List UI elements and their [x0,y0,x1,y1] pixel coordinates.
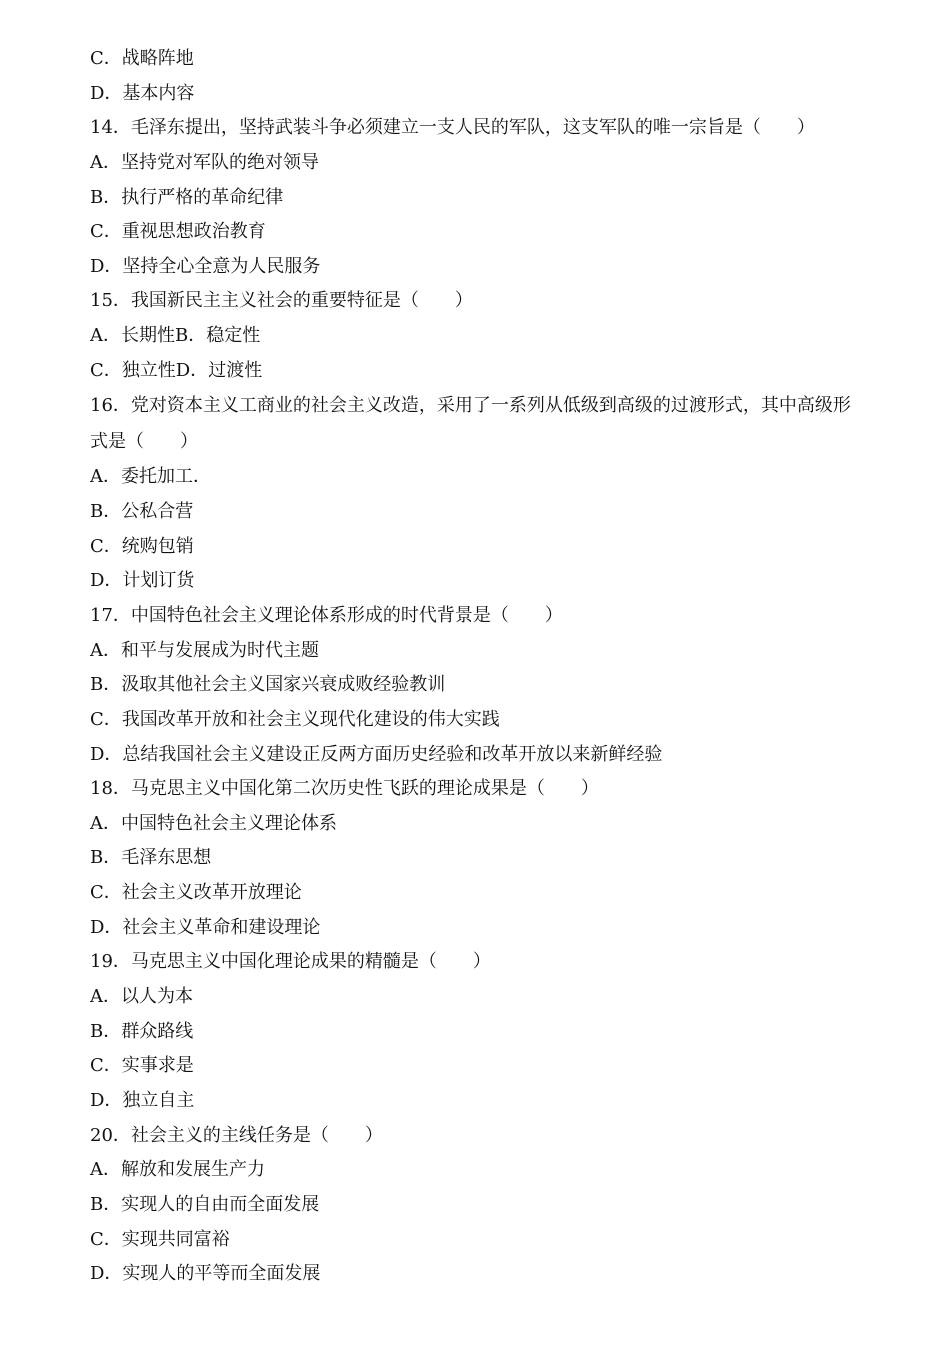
q13-option-d: D．基本内容 [90,82,195,104]
q14-option-d: D．坚持全心全意为人民服务 [90,255,321,277]
q17-stem: 17．中国特色社会主义理论体系形成的时代背景是（ ） [90,604,563,626]
q16-option-a: A．委托加工． [90,466,211,488]
q17-option-a: A．和平与发展成为时代主题 [90,639,319,661]
q18-option-c: C．社会主义改革开放理论 [90,882,302,904]
q18-stem: 18．马克思主义中国化第二次历史性飞跃的理论成果是（ ） [90,778,599,800]
q19-option-c: C．实事求是 [90,1055,194,1077]
q19-stem: 19．马克思主义中国化理论成果的精髓是（ ） [90,951,491,973]
q16-stem-line1: 16．党对资本主义工商业的社会主义改造，采用了一系列从低级到高级的过渡形式，其中高级形 [90,395,851,417]
q20-option-d: D．实现人的平等而全面发展 [90,1263,321,1285]
q16-option-c: C．统购包销 [90,535,194,557]
q18-option-b: B．毛泽东思想 [90,847,212,869]
q17-option-b: B．汲取其他社会主义国家兴衰成败经验教训 [90,674,446,696]
q17-option-c: C．我国改革开放和社会主义现代化建设的伟大实践 [90,708,500,730]
q16-option-b: B．公私合营 [90,501,194,523]
q15-options-ab: A．长期性B．稳定性 [90,325,261,347]
q17-option-d: D．总结我国社会主义建设正反两方面历史经验和改革开放以来新鲜经验 [90,743,663,765]
q18-option-a: A．中国特色社会主义理论体系 [90,812,337,834]
q20-stem: 20．社会主义的主线任务是（ ） [90,1124,383,1146]
q20-option-c: C．实现共同富裕 [90,1228,230,1250]
q16-option-d: D．计划订货 [90,570,195,592]
q13-option-c: C．战略阵地 [90,48,194,69]
q16-stem-line2: 式是（ ） [90,431,198,453]
q20-option-b: B．实现人的自由而全面发展 [90,1193,320,1215]
q19-option-b: B．群众路线 [90,1020,194,1042]
q14-option-c: C．重视思想政治教育 [90,221,266,243]
q15-stem: 15．我国新民主主义社会的重要特征是（ ） [90,290,473,312]
q20-option-a: A．解放和发展生产力 [90,1159,265,1181]
q18-option-d: D．社会主义革命和建设理论 [90,916,321,938]
q14-option-a: A．坚持党对军队的绝对领导 [90,151,319,173]
document-page [90,42,910,1292]
q15-options-cd: C．独立性D．过渡性 [90,359,263,381]
q14-stem: 14．毛泽东提出，坚持武装斗争必须建立一支人民的军队，这支军队的唯一宗旨是（ ） [90,117,815,139]
q19-option-d: D．独立自主 [90,1089,195,1111]
q14-option-b: B．执行严格的革命纪律 [90,186,284,208]
q19-option-a: A．以人为本 [90,986,193,1008]
